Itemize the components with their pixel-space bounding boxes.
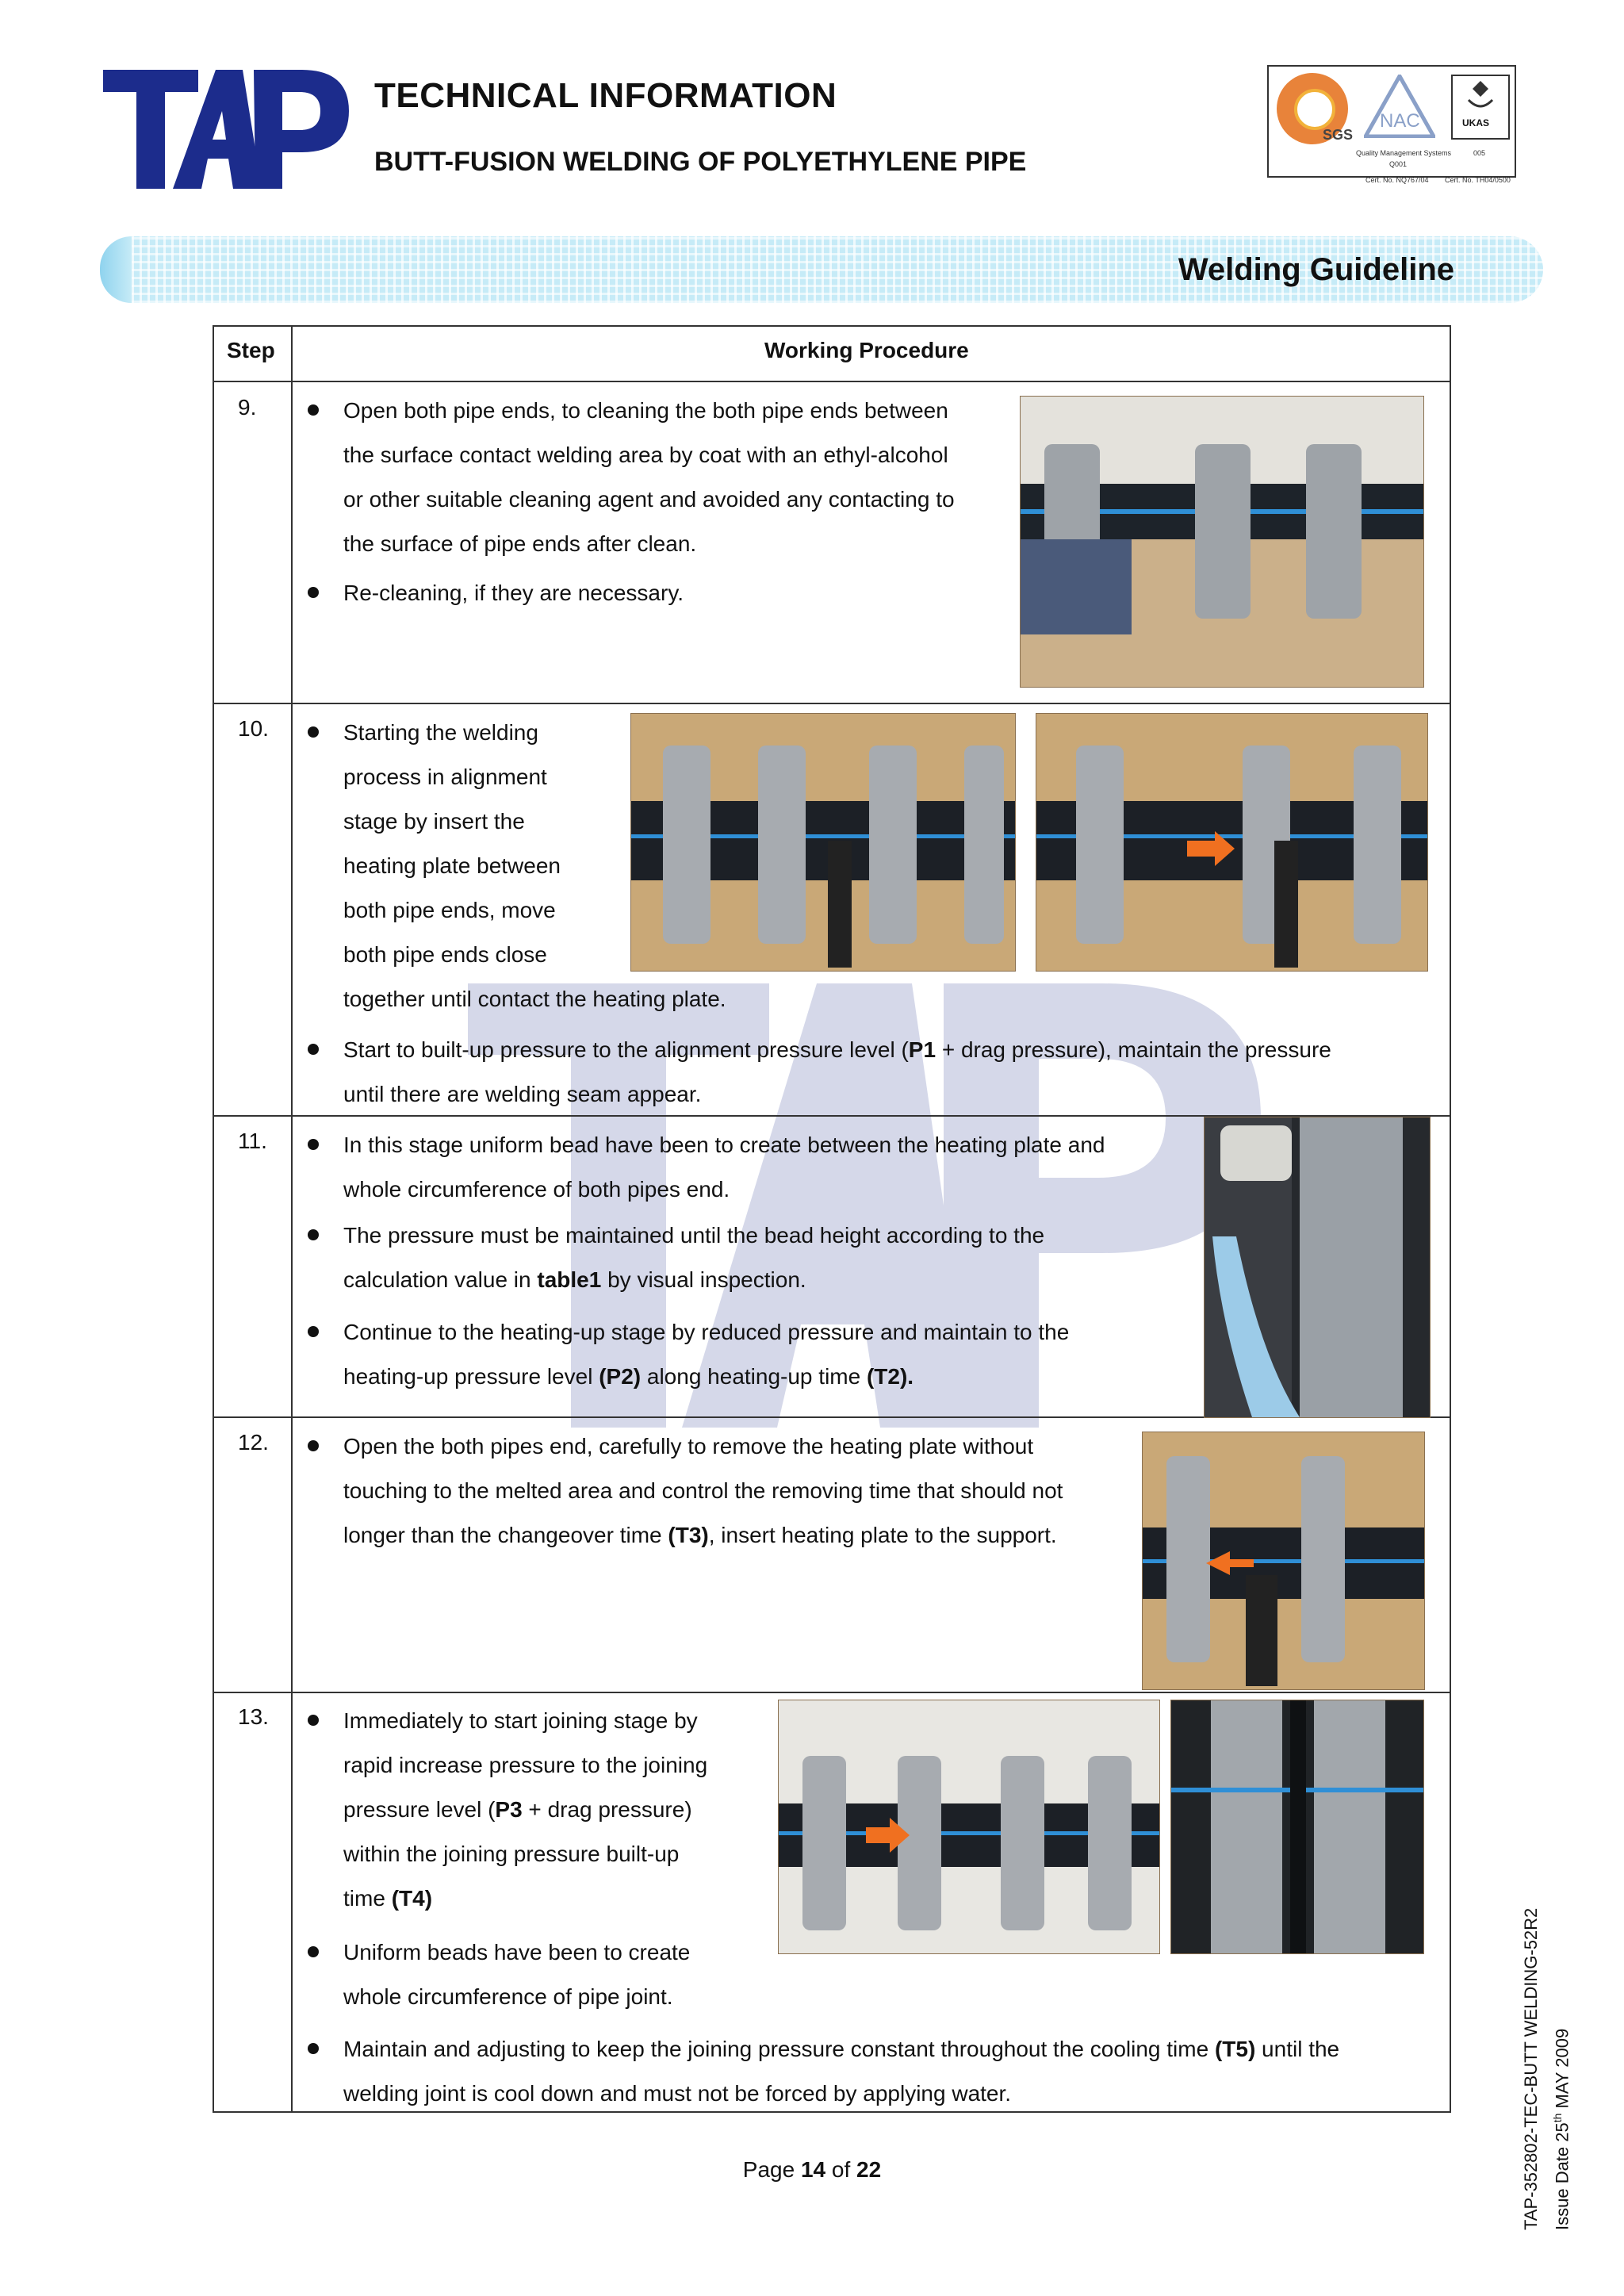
step-number: 12. bbox=[238, 1430, 269, 1455]
bullet-icon bbox=[308, 1715, 319, 1726]
photo-alignment-stage-1 bbox=[630, 713, 1016, 972]
tap-logo-graphic bbox=[103, 70, 349, 189]
banner-cap bbox=[100, 236, 132, 303]
issue-date: Issue Date 25th MAY 2009 bbox=[1551, 2028, 1572, 2230]
bullet-icon bbox=[308, 1139, 319, 1150]
step-number: 10. bbox=[238, 716, 269, 741]
document-subtitle: BUTT-FUSION WELDING OF POLYETHYLENE PIPE bbox=[374, 147, 1027, 177]
bullet-icon bbox=[308, 1326, 319, 1337]
table-header-divider bbox=[213, 381, 1451, 382]
cert-number-1: Cert. No. NQ767/04 bbox=[1365, 176, 1429, 184]
procedure-text: Start to built-up pressure to the alignment pressure level (P1 + drag pressure), maintain the pressure until there are welding seam appear. bbox=[343, 1037, 1331, 1106]
procedure-text: Open both pipe ends, to cleaning the both pipe ends between the surface contact welding area by coat with an ethyl-alcohol or other suitable cleaning agent and avoided any contacting to the surface of pipe ends after clean. bbox=[343, 398, 955, 556]
procedure-text: The pressure must be maintained until the bead height according to the calculation value in table1 by visual inspection. bbox=[343, 1223, 1045, 1292]
svg-text:NAC: NAC bbox=[1380, 110, 1420, 132]
ukas-label: UKAS bbox=[1462, 117, 1490, 128]
procedure-text: Starting the welding process in alignment stage by insert the heating plate between both pipe ends, move both pipe ends close together until contact the heating plate. bbox=[343, 720, 726, 1011]
procedure-text: Continue to the heating-up stage by reduced pressure and maintain to the heating-up pressure level (P2) along heating-up time (T2). bbox=[343, 1320, 1070, 1389]
section-title: Welding Guideline bbox=[1178, 252, 1454, 287]
bullet-icon bbox=[308, 726, 319, 738]
row-divider bbox=[213, 1692, 1451, 1693]
photo-alignment-stage-2 bbox=[1036, 713, 1428, 972]
row-divider bbox=[213, 703, 1451, 704]
qms-code: Q001 bbox=[1389, 160, 1408, 168]
photo-joining-stage bbox=[778, 1700, 1160, 1954]
certification-box bbox=[1267, 65, 1516, 178]
step-number: 13. bbox=[238, 1704, 269, 1729]
company-logo bbox=[103, 70, 349, 189]
document-title: TECHNICAL INFORMATION bbox=[374, 76, 837, 115]
sgs-label: SGS bbox=[1323, 127, 1354, 143]
qms-label: Quality Management Systems bbox=[1356, 149, 1452, 157]
bullet-icon bbox=[308, 1044, 319, 1055]
table-column-divider bbox=[291, 325, 293, 2113]
photo-bead-forming bbox=[1204, 1117, 1431, 1418]
procedure-text: Maintain and adjusting to keep the joining pressure constant throughout the cooling time (T5) until the welding joint is cool down and must not be forced by applying water. bbox=[343, 2037, 1340, 2106]
ukas-code: 005 bbox=[1473, 149, 1486, 157]
step-column-header: Step bbox=[227, 338, 275, 362]
photo-joint-bead-closeup bbox=[1170, 1700, 1424, 1954]
ukas-mark-icon bbox=[1451, 75, 1510, 140]
photo-cleaning-pipe-ends bbox=[1020, 396, 1424, 688]
procedure-text: Open the both pipes end, carefully to remove the heating plate without touching to the melted area and control the removing time that should not longer than the changeover time (T3), insert heating plate to the support. bbox=[343, 1434, 1063, 1547]
procedure-text: Immediately to start joining stage by rapid increase pressure to the joining pressure level (P3 + drag pressure) within the joining pressure built-up time (T4) bbox=[343, 1708, 708, 1911]
photo-removing-heating-plate bbox=[1142, 1432, 1425, 1690]
cert-number-2: Cert. No. TH04/0500 bbox=[1445, 176, 1511, 184]
step-number: 9. bbox=[238, 395, 257, 420]
bullet-icon bbox=[308, 2043, 319, 2054]
procedure-column-header: Working Procedure bbox=[764, 338, 969, 362]
bullet-icon bbox=[308, 1946, 319, 1957]
procedure-text: Re-cleaning, if they are necessary. bbox=[343, 581, 684, 605]
procedure-text: Uniform beads have been to create whole circumference of pipe joint. bbox=[343, 1940, 691, 2009]
nac-mark-icon bbox=[1364, 75, 1435, 138]
document-code: TAP-352802-TEC-BUTT WELDING-52R2 bbox=[1521, 1907, 1541, 2230]
bullet-icon bbox=[308, 587, 319, 598]
procedure-text: In this stage uniform bead have been to create between the heating plate and whole circumference of both pipes end. bbox=[343, 1133, 1105, 1202]
bullet-icon bbox=[308, 404, 319, 416]
step-number: 11. bbox=[238, 1129, 267, 1153]
bullet-icon bbox=[308, 1229, 319, 1240]
bullet-icon bbox=[308, 1440, 319, 1451]
sgs-check-icon bbox=[1294, 89, 1335, 130]
page-number: Page 14 of 22 bbox=[742, 2157, 882, 2182]
